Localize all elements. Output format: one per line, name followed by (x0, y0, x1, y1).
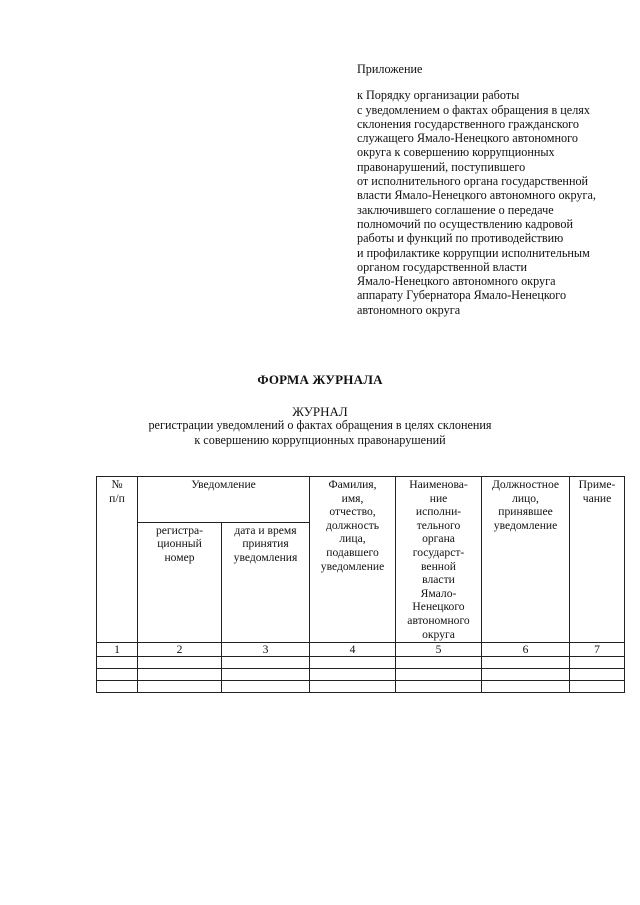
header-text-line: Приме- (578, 478, 616, 491)
header-text-line: принявшее (498, 505, 553, 519)
appendix-line: и профилактике коррупции исполнительным (357, 245, 590, 260)
header-text-line: имя, (341, 491, 364, 505)
appendix-line: служащего Ямало-Ненецкого автономного (357, 131, 578, 146)
header-text-line: ние (429, 491, 448, 505)
header-text-line: Должностное (491, 478, 560, 491)
header-authority (396, 477, 482, 643)
appendix-line: аппарату Губернатора Ямало-Ненецкого (357, 288, 567, 303)
header-text-line: власти (422, 573, 455, 587)
header-text-line: чание (582, 491, 612, 505)
column-number: 6 (482, 643, 570, 657)
journal-table (96, 476, 625, 693)
journal-subtitle-line: к совершению коррупционных правонарушений (194, 432, 446, 447)
table-cell (482, 669, 570, 681)
table-cell (396, 657, 482, 669)
table-cell (222, 669, 310, 681)
header-text-line: п/п (109, 491, 125, 505)
appendix-block (357, 62, 632, 317)
column-number: 4 (310, 643, 396, 657)
appendix-line: автономного округа (357, 302, 461, 317)
header-datetime (222, 522, 310, 642)
journal-subtitle (0, 418, 640, 447)
appendix-line: округа к совершению коррупционных (357, 145, 555, 160)
table-row (97, 681, 625, 693)
header-text-line: уведомление (320, 559, 385, 573)
header-num (97, 477, 138, 643)
table-cell (222, 681, 310, 693)
header-text-line: исполни- (415, 505, 462, 519)
table-cell (222, 657, 310, 669)
table-cell (138, 681, 222, 693)
table-cell (570, 657, 625, 669)
header-text-line: должность (325, 518, 380, 532)
appendix-line: склонения государственного гражданского (357, 116, 579, 131)
table-cell (482, 681, 570, 693)
table-row (97, 669, 625, 681)
header-text-line: регистра- (155, 523, 204, 537)
appendix-line: полномочий по осуществлению кадровой (357, 216, 573, 231)
table-cell (570, 681, 625, 693)
header-text-line: Фамилия, (328, 478, 377, 491)
column-number: 7 (570, 643, 625, 657)
header-text-line: округа (422, 627, 455, 641)
appendix-line: заключившего соглашение о передаче (357, 202, 554, 217)
appendix-line: Ямало-Ненецкого автономного округа (357, 274, 556, 289)
table-cell (570, 669, 625, 681)
table-cell (396, 669, 482, 681)
table-cell (138, 657, 222, 669)
header-text-line: дата и время (234, 523, 297, 537)
header-person (310, 477, 396, 643)
header-note (570, 477, 625, 643)
appendix-line: власти Ямало-Ненецкого автономного округа, (357, 188, 596, 203)
header-text-line: тельного (416, 518, 461, 532)
table-header-row (97, 477, 625, 523)
header-text-line: венной (421, 559, 456, 573)
appendix-line: от исполнительного органа государственной (357, 174, 589, 189)
appendix-line: к Порядку организации работы (357, 88, 520, 103)
header-text-line: лица, (339, 532, 366, 546)
table-cell (97, 657, 138, 669)
table-cell (310, 681, 396, 693)
header-text-line: лицо, (512, 491, 539, 505)
table-cell (396, 681, 482, 693)
header-text-line: номер (164, 550, 195, 564)
table-cell (138, 669, 222, 681)
table-cell (482, 657, 570, 669)
column-number: 1 (97, 643, 138, 657)
header-text-line: автономного (407, 613, 470, 627)
column-number: 5 (396, 643, 482, 657)
column-number: 3 (222, 643, 310, 657)
form-title: ФОРМА ЖУРНАЛА (257, 372, 383, 387)
appendix-text (357, 88, 632, 317)
header-reg-number (138, 522, 222, 642)
header-text-line: отчество, (329, 505, 376, 519)
column-numbers-row (97, 643, 625, 657)
journal-title: ЖУРНАЛ (292, 404, 348, 419)
header-text-line: органа (422, 532, 455, 546)
header-text-line: государст- (412, 545, 465, 559)
table-cell (97, 669, 138, 681)
header-official (482, 477, 570, 643)
column-number: 2 (138, 643, 222, 657)
header-text-line: № (111, 478, 123, 491)
appendix-line: с уведомлением о фактах обращения в целях (357, 102, 590, 117)
header-text-line: Наименова- (409, 478, 468, 491)
header-text-line: ционный (157, 537, 202, 551)
table-cell (310, 669, 396, 681)
table-cell (97, 681, 138, 693)
header-text-line: принятия (242, 537, 289, 551)
appendix-title: Приложение (357, 62, 423, 76)
header-text-line: Ненецкого (412, 600, 465, 614)
table-row (97, 657, 625, 669)
appendix-line: правонарушений, поступившего (357, 159, 526, 174)
appendix-line: работы и функций по противодействию (357, 231, 564, 246)
appendix-line: органом государственной власти (357, 259, 527, 274)
header-notification: Уведомление (138, 477, 310, 523)
header-text-line: Ямало- (420, 586, 457, 600)
table-cell (310, 657, 396, 669)
header-text-line: уведомление (493, 518, 558, 532)
header-text-line: подавшего (326, 545, 379, 559)
journal-subtitle-line: регистрации уведомлений о фактах обращения в целях склонения (148, 418, 492, 432)
header-text-line: уведомления (233, 550, 298, 564)
